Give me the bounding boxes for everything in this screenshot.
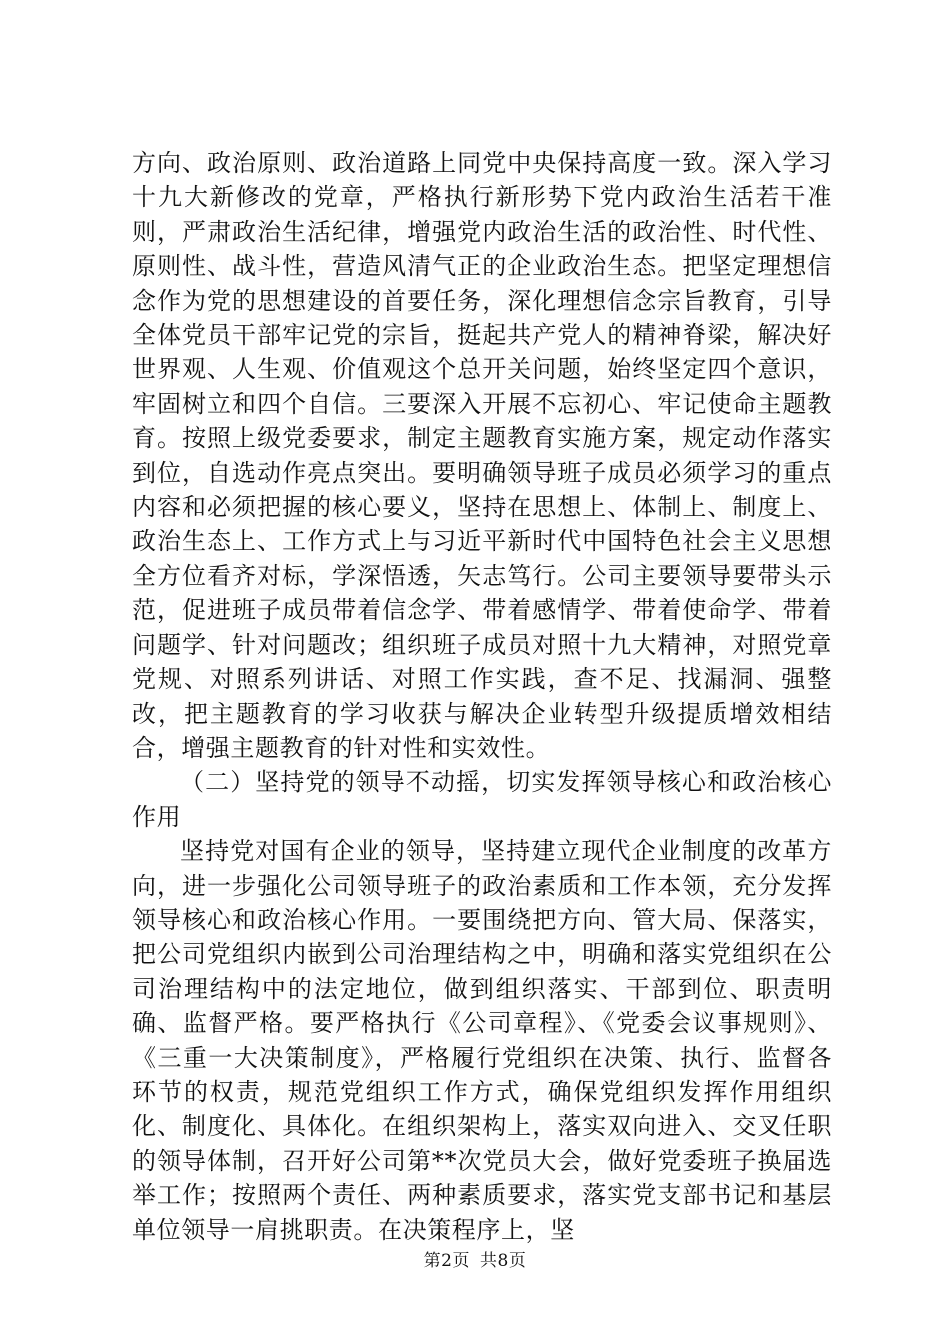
- document-body: [132, 146, 832, 1247]
- section-heading: （二）坚持党的领导不动摇，切实发挥领导核心和政治核心作用: [132, 768, 832, 831]
- paragraph-continuation: 方向、政治原则、政治道路上同党中央保持高度一致。深入学习十九大新修改的党章，严格执行新形势下党内政治生活若干准则，严肃政治生活纪律，增强党内政治生活的政治性、时代性、原则性、战斗性，营造风清气正的企业政治生态。把坚定理想信念作为党的思想建设的首要任务，深化理想信念宗旨教育，引导全体党员干部牢记党的宗旨，挺起共产党人的精神脊梁，解决好世界观、人生观、价值观这个总开关问题，始终坚定四个意识，牢固树立和四个自信。三要深入开展不忘初心、牢记使命主题教育。按照上级党委要求，制定主题教育实施方案，规定动作落实到位，自选动作亮点突出。要明确领导班子成员必须学习的重点内容和必须把握的核心要义，坚持在思想上、体制上、制度上、政治生态上、工作方式上与习近平新时代中国特色社会主义思想全方位看齐对标，学深悟透，矢志笃行。公司主要领导要带头示范，促进班子成员带着信念学、带着感情学、带着使命学、带着问题学、针对问题改；组织班子成员对照十九大精神，对照党章党规、对照系列讲话、对照工作实践，查不足、找漏洞、强整改，把主题教育的学习收获与解决企业转型升级提质增效相结合，增强主题教育的针对性和实效性。: [132, 149, 832, 762]
- page-total: 共8页: [480, 1251, 527, 1271]
- page-footer: [0, 1246, 950, 1271]
- paragraph-body: 坚持党对国有企业的领导，坚持建立现代企业制度的改革方向，进一步强化公司领导班子的政治素质和工作本领，充分发挥领导核心和政治核心作用。一要围绕把方向、管大局、保落实，把公司党组织内嵌到公司治理结构之中，明确和落实党组织在公司治理结构中的法定地位，做到组织落实、干部到位、职责明确、监督严格。要严格执行《公司章程》、《党委会议事规则》、《三重一大决策制度》，严格履行党组织在决策、执行、监督各环节的权责，规范党组织工作方式，确保党组织发挥作用组织化、制度化、具体化。在组织架构上，落实双向进入、交叉任职的领导体制，召开好公司第**次党员大会，做好党委班子换届选举工作；按照两个责任、两种素质要求，落实党支部书记和基层单位领导一肩挑职责。在决策程序上，坚: [132, 837, 832, 1244]
- page-number: 第2页: [423, 1251, 470, 1271]
